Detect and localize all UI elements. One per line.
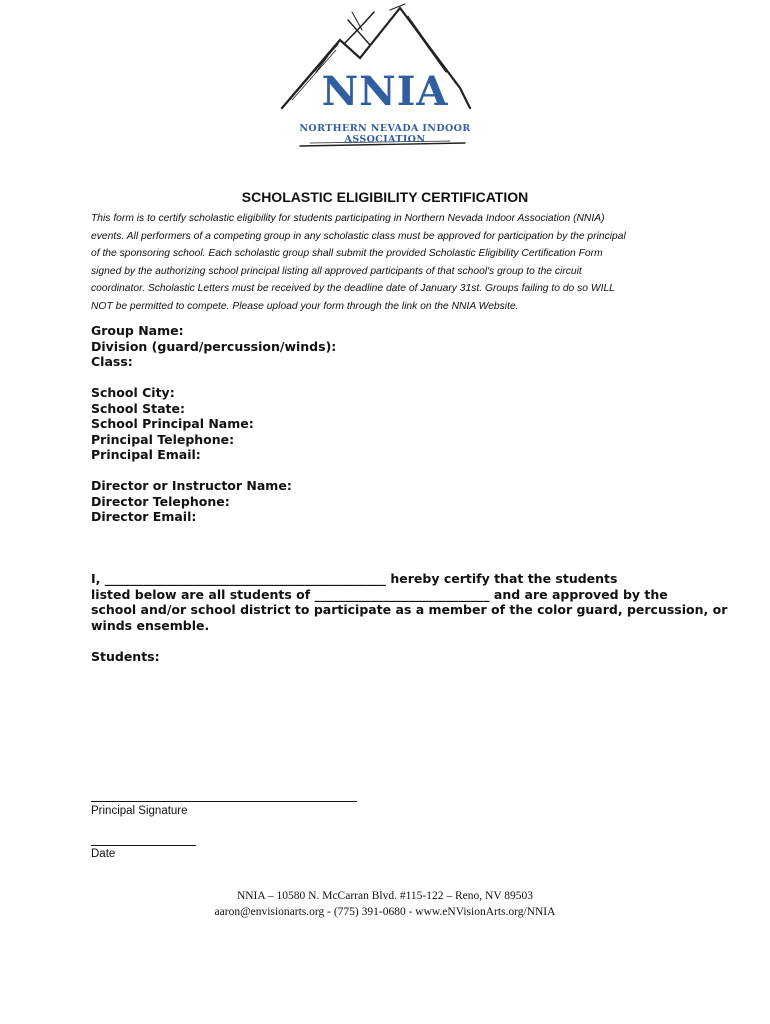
division-label: Division (guard/percussion/winds): xyxy=(91,338,337,354)
date-line xyxy=(91,845,196,846)
principal-signature-label: Principal Signature xyxy=(91,805,188,817)
certify-line: I, _____________________________________________ hereby certify that the students xyxy=(91,571,618,586)
school-state-label: School State: xyxy=(91,400,185,416)
principal-telephone-label: Principal Telephone: xyxy=(91,431,235,447)
intro-line: This form is to certify scholastic eligibility for students participating in Northern Nevada Indoor Association (NNIA) xyxy=(91,213,605,224)
director-telephone-label: Director Telephone: xyxy=(91,493,230,509)
logo-subtitle: NORTHERN NEVADA INDOOR ASSOCIATION xyxy=(299,123,471,145)
principal-email-label: Principal Email: xyxy=(91,447,201,463)
footer-contact: aaron@envisionarts.org - (775) 391-0680 - www.eNVisionArts.org/NNIA xyxy=(214,906,556,918)
school-city-label: School City: xyxy=(91,385,175,400)
intro-line: events. All performers of a competing group in any scholastic class must be approved for participation by the principal xyxy=(91,230,626,242)
principal-signature-line xyxy=(91,801,357,802)
certify-line: listed below are all students of ____________________________ and are approved by the xyxy=(91,586,668,602)
school-principal-name-label: School Principal Name: xyxy=(91,416,254,432)
intro-line: coordinator. Scholastic Letters must be received by the deadline date of January 31st. Groups failing to do so WILL xyxy=(91,283,615,294)
nnia-logo xyxy=(270,0,500,150)
intro-line: NOT be permitted to compete. Please upload your form through the link on the NNIA Website. xyxy=(91,300,519,312)
logo-name: NNIA xyxy=(321,68,449,115)
intro-line: of the sponsoring school. Each scholastic group shall submit the provided Scholastic Eligibility Certification Form xyxy=(91,248,603,259)
certify-line: school and/or school district to participate as a member of the color guard, percussion, or xyxy=(91,602,728,618)
school-fields xyxy=(91,385,254,463)
footer-address: NNIA – 10580 N. McCarran Blvd. #115-122 – Reno, NV 89503 xyxy=(236,890,534,902)
intro-line: signed by the authorizing school principal listing all approved participants of that school's group to the circuit xyxy=(91,265,582,277)
date-label: Date xyxy=(91,848,116,860)
group-name-label: Group Name: xyxy=(91,323,184,338)
class-label: Class: xyxy=(91,354,133,370)
intro-paragraph xyxy=(91,210,691,315)
certification-statement xyxy=(91,571,728,634)
director-name-label: Director or Instructor Name: xyxy=(91,478,292,493)
director-fields xyxy=(91,478,292,525)
director-email-label: Director Email: xyxy=(91,509,197,525)
page-title: SCHOLASTIC ELIGIBILITY CERTIFICATION xyxy=(241,189,529,205)
group-fields xyxy=(91,323,336,370)
certify-line: winds ensemble. xyxy=(91,618,210,634)
students-label: Students: xyxy=(91,649,160,664)
